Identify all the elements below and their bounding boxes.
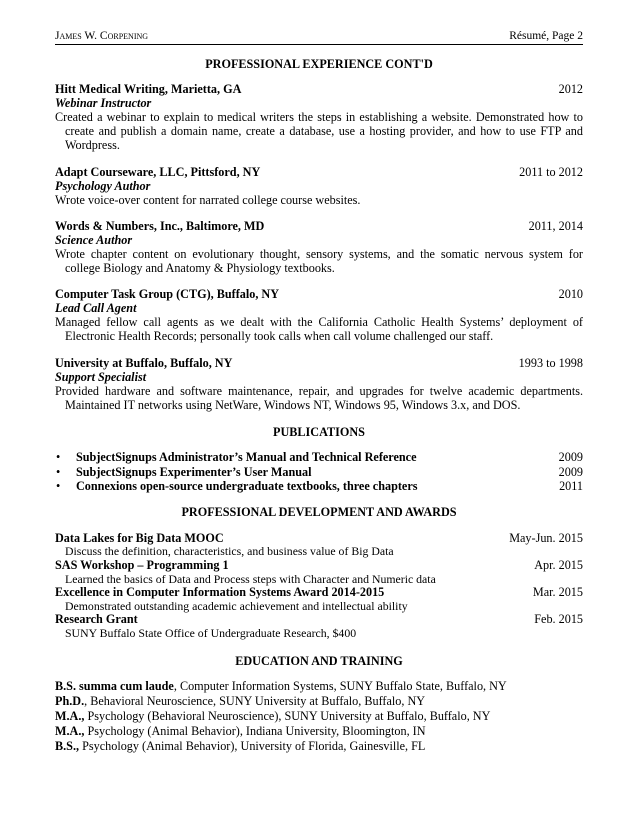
award-name: Excellence in Computer Information Systems Award 2014-2015 [55, 585, 385, 600]
job-role: Webinar Instructor [55, 96, 152, 110]
job-role: Psychology Author [55, 178, 151, 193]
bullet: • [56, 450, 61, 465]
resume-content [55, 56, 583, 754]
degree: Ph.D. [55, 693, 85, 708]
job-date: 2010 [558, 287, 583, 302]
job-description: Created a webinar to explain to medical writers the steps in establishing a website. Demonstrated how to create and publish a domain name, create a database, use a hosting provider, and how to use FTP and Wordpress. [55, 110, 583, 153]
running-header [55, 30, 583, 45]
degree: M.A., [55, 723, 85, 738]
award-date: May-Jun. 2015 [509, 530, 583, 545]
award-date: Apr. 2015 [534, 558, 583, 572]
job-role: Science Author [55, 232, 133, 247]
publication-title: SubjectSignups Experimenter’s User Manual [76, 464, 312, 479]
education-item [55, 724, 583, 739]
award-date: Feb. 2015 [534, 612, 583, 627]
publication-title: SubjectSignups Administrator’s Manual and Technical Reference [76, 450, 417, 465]
job-org: Computer Task Group (CTG), Buffalo, NY [55, 287, 280, 302]
award-name: SAS Workshop – Programming 1 [55, 558, 229, 572]
job-org: University at Buffalo, Buffalo, NY [55, 355, 233, 370]
award-description: Learned the basics of Data and Process steps with Character and Numeric data [65, 571, 436, 586]
publications-heading: PUBLICATIONS [273, 425, 365, 440]
publications-list [55, 450, 583, 494]
job-entry [55, 82, 583, 153]
degree-detail: Psychology (Behavioral Neuroscience), SUNY University at Buffalo, Buffalo, NY [84, 708, 491, 723]
job-description: Managed fellow call agents as we dealt with the California Catholic Health Systems’ deployment of Electronic Health Records; personally took calls when call volume challenged our staff. [55, 315, 583, 344]
job-date: 2011, 2014 [528, 218, 583, 233]
education-list [55, 679, 583, 754]
job-org: Words & Numbers, Inc., Baltimore, MD [55, 218, 265, 233]
education-item [55, 694, 583, 709]
degree-detail: Psychology (Animal Behavior), University of Florida, Gainesville, FL [79, 738, 426, 753]
bullet: • [56, 479, 61, 494]
publication-item [55, 450, 583, 465]
degree-detail: , Behavioral Neuroscience, SUNY University at Buffalo, Buffalo, NY [84, 693, 426, 708]
award-entry [55, 613, 583, 640]
education-item [55, 679, 583, 694]
education-heading: EDUCATION AND TRAINING [235, 653, 403, 668]
education-item [55, 739, 583, 754]
job-entry [55, 287, 583, 343]
experience-heading: PROFESSIONAL EXPERIENCE CONT'D [205, 57, 433, 71]
job-date: 1993 to 1998 [518, 355, 583, 370]
job-description: Provided hardware and software maintenance, repair, and upgrades for twelve academic departments. Maintained IT networks using NetWare, Windows NT, Windows 95, Windows 3.x, and DOS. [55, 383, 583, 412]
job-role: Support Specialist [55, 369, 147, 384]
publication-date: 2009 [558, 450, 583, 465]
job-entry [55, 165, 583, 207]
page-label: Résumé, Page 2 [509, 30, 583, 42]
job-description: Wrote voice-over content for narrated college course websites. [55, 192, 361, 207]
job-entry [55, 219, 583, 275]
publication-title: Connexions open-source undergraduate textbooks, three chapters [76, 479, 418, 494]
award-entry [55, 532, 583, 559]
education-item [55, 709, 583, 724]
job-role: Lead Call Agent [55, 301, 137, 316]
job-date: 2012 [558, 82, 583, 96]
degree-detail: Psychology (Animal Behavior), Indiana University, Bloomington, IN [84, 723, 426, 738]
award-date: Mar. 2015 [532, 585, 583, 600]
bullet: • [56, 464, 61, 479]
degree: M.A., [55, 708, 85, 723]
award-description: Demonstrated outstanding academic achievement and intellectual ability [65, 598, 408, 613]
degree: B.S. summa cum laude [55, 678, 174, 693]
degree-detail: , Computer Information Systems, SUNY Buffalo State, Buffalo, NY [173, 678, 507, 693]
publication-item [55, 479, 583, 494]
job-entry [55, 356, 583, 412]
award-entry [55, 559, 583, 586]
publication-date: 2009 [558, 464, 583, 479]
award-description: Discuss the definition, characteristics, and business value of Big Data [65, 544, 394, 559]
publication-item [55, 465, 583, 480]
job-org: Hitt Medical Writing, Marietta, GA [55, 82, 242, 96]
author-name: James W. Corpening [55, 30, 149, 42]
development-heading: PROFESSIONAL DEVELOPMENT AND AWARDS [181, 504, 457, 519]
award-entry [55, 586, 583, 613]
award-name: Data Lakes for Big Data MOOC [55, 530, 224, 545]
award-description: SUNY Buffalo State Office of Undergraduate Research, $400 [65, 625, 357, 640]
job-description: Wrote chapter content on evolutionary thought, sensory systems, and the somatic nervous system for college Biology and Anatomy & Physiology textbooks. [55, 246, 583, 276]
job-date: 2011 to 2012 [519, 164, 583, 179]
degree: B.S., [55, 738, 80, 753]
job-org: Adapt Courseware, LLC, Pittsford, NY [55, 164, 261, 179]
award-name: Research Grant [55, 612, 138, 627]
publication-date: 2011 [559, 479, 583, 494]
